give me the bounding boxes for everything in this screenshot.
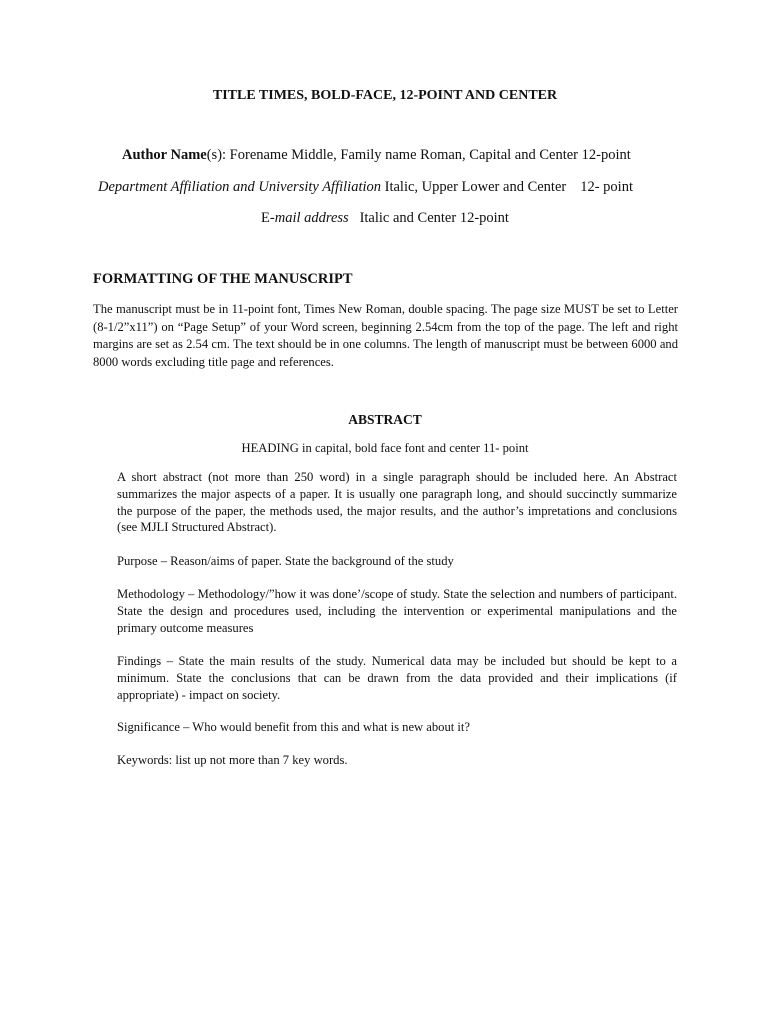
email-text: Italic and Center 12-point	[348, 210, 509, 226]
affiliation-line	[98, 179, 633, 196]
keywords-paragraph: Keywords: list up not more than 7 key words.	[117, 753, 348, 767]
formatting-heading: FORMATTING OF THE MANUSCRIPT	[93, 271, 353, 287]
email-italic: mail address	[274, 210, 349, 226]
abstract-subheading: HEADING in capital, bold face font and center 11- point	[241, 441, 529, 455]
abstract-heading: ABSTRACT	[348, 412, 422, 427]
affiliation-point: 12- point	[580, 179, 633, 195]
email-line	[0, 210, 770, 227]
formatting-paragraph: The manuscript must be in 11-point font, Times New Roman, double spacing. The page size MUST be set to Letter (8-1/2”x11”) on “Page Setup” of your Word screen, beginning 2.54cm from the top of the page. The left and right margins are set as 2.54 cm. The text should be in one columns. The length of manuscript must be between 6000 and 8000 words excluding title page and references.	[93, 302, 678, 369]
affiliation-italic: Department Affiliation and University Affiliation	[98, 179, 382, 195]
purpose-paragraph: Purpose – Reason/aims of paper. State the background of the study	[117, 554, 454, 568]
findings-paragraph: Findings – State the main results of the study. Numerical data may be included but should be kept to a minimum. State the conclusions that can be drawn from the data provided and their implications (if appropriate) - impact on society.	[117, 654, 677, 702]
methodology-paragraph: Methodology – Methodology/”how it was done’/scope of study. State the selection and numbers of participant. State the design and procedures used, including the intervention or experimental manipulations and the primary outcome measures	[117, 587, 677, 635]
author-text: (s): Forename Middle, Family name Roman, Capital and Center 12-point	[206, 147, 631, 163]
abstract-paragraph: A short abstract (not more than 250 word) in a single paragraph should be included here. An Abstract summarizes the major aspects of a paper. It is usually one paragraph long, and should succinctly summarize the purpose of the paper, the methods used, the major results, and the author’s impretations and conclusions (see MJLI Structured Abstract).	[117, 470, 677, 535]
document-title: TITLE TIMES, BOLD-FACE, 12-POINT AND CENTER	[212, 88, 558, 103]
significance-paragraph: Significance – Who would benefit from this and what is new about it?	[117, 720, 471, 734]
author-line	[122, 147, 631, 164]
author-label: Author Name	[122, 147, 207, 163]
email-prefix: E-	[261, 210, 275, 226]
affiliation-text: Italic, Upper Lower and Center	[381, 179, 567, 195]
